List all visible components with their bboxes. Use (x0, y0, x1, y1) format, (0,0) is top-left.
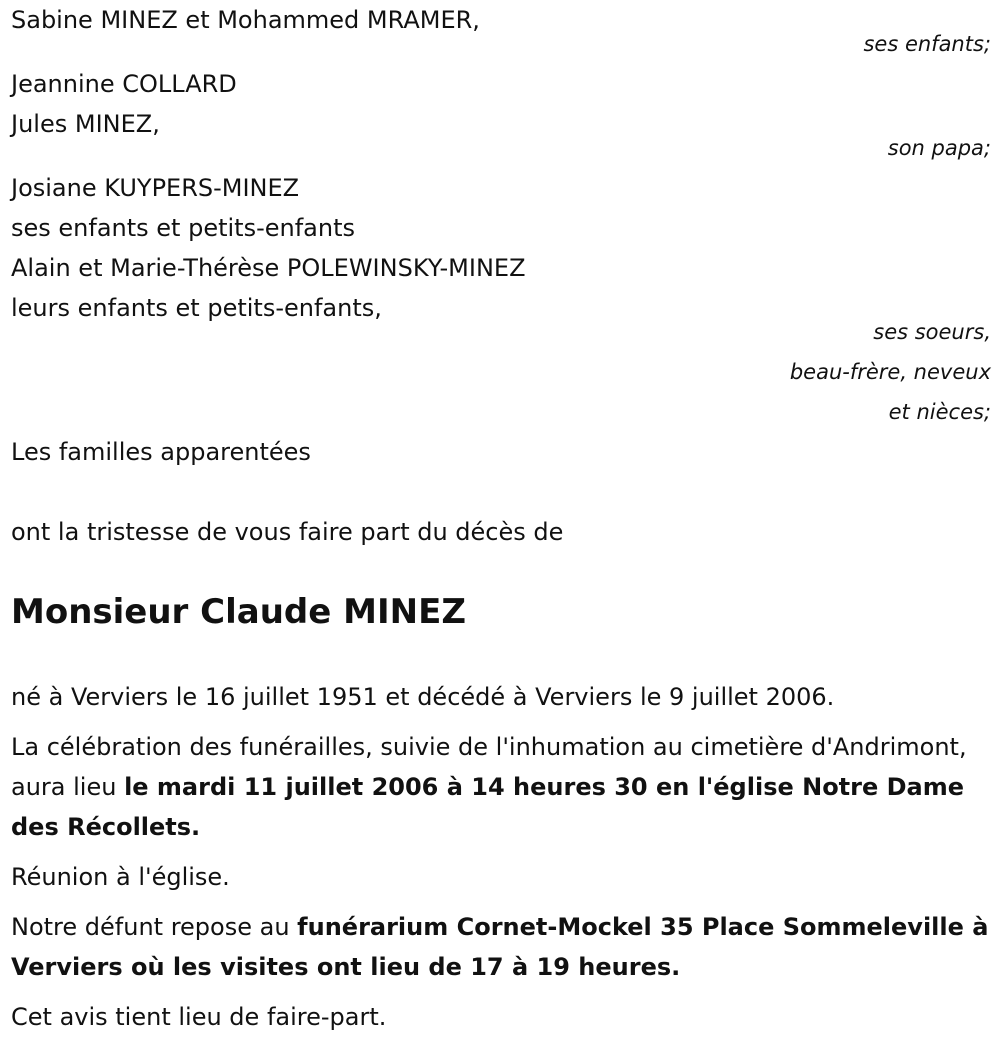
obituary-notice (11, 0, 991, 1037)
children-role: ses enfants; (863, 32, 991, 56)
deceased-name: Monsieur Claude MINEZ (11, 592, 466, 632)
father-names-1: Jeannine COLLARD (11, 70, 237, 98)
siblings-role-3: et nièces; (888, 400, 991, 424)
siblings-line-3: Alain et Marie-Thérèse POLEWINSKY-MINEZ (11, 254, 526, 282)
children-names: Sabine MINEZ et Mohammed MRAMER, (11, 6, 480, 34)
siblings-role-2: beau-frère, neveux (789, 360, 991, 384)
rest-paragraph (11, 907, 991, 987)
birth-death: né à Verviers le 16 juillet 1951 et décédé à Verviers le 9 juillet 2006. (11, 683, 835, 711)
siblings-line-1: Josiane KUYPERS-MINEZ (11, 174, 300, 202)
funeral-intro: La célébration des funérailles, suivie de l'inhumation au cimetière d'Andrimont, aura lieu (11, 733, 967, 801)
siblings-line-2: ses enfants et petits-enfants (11, 214, 356, 242)
funeral-details: le mardi 11 juillet 2006 à 14 heures 30 en l'église Notre Dame des Récollets. (11, 773, 965, 841)
father-names-2: Jules MINEZ, (11, 110, 160, 138)
reunion: Réunion à l'église. (11, 863, 230, 891)
father-role: son papa; (887, 136, 991, 160)
announcement: ont la tristesse de vous faire part du décès de (11, 518, 564, 546)
rest-details: funérarium Cornet-Mockel 35 Place Sommeleville à Verviers où les visites ont lieu de 17 à 19 heures. (11, 913, 989, 981)
related-families: Les familles apparentées (11, 438, 311, 466)
rest-intro: Notre défunt repose au (11, 913, 298, 941)
siblings-role-1: ses soeurs, (873, 320, 991, 344)
funeral-paragraph (11, 727, 991, 847)
closing: Cet avis tient lieu de faire-part. (11, 1003, 387, 1031)
siblings-line-4: leurs enfants et petits-enfants, (11, 294, 382, 322)
